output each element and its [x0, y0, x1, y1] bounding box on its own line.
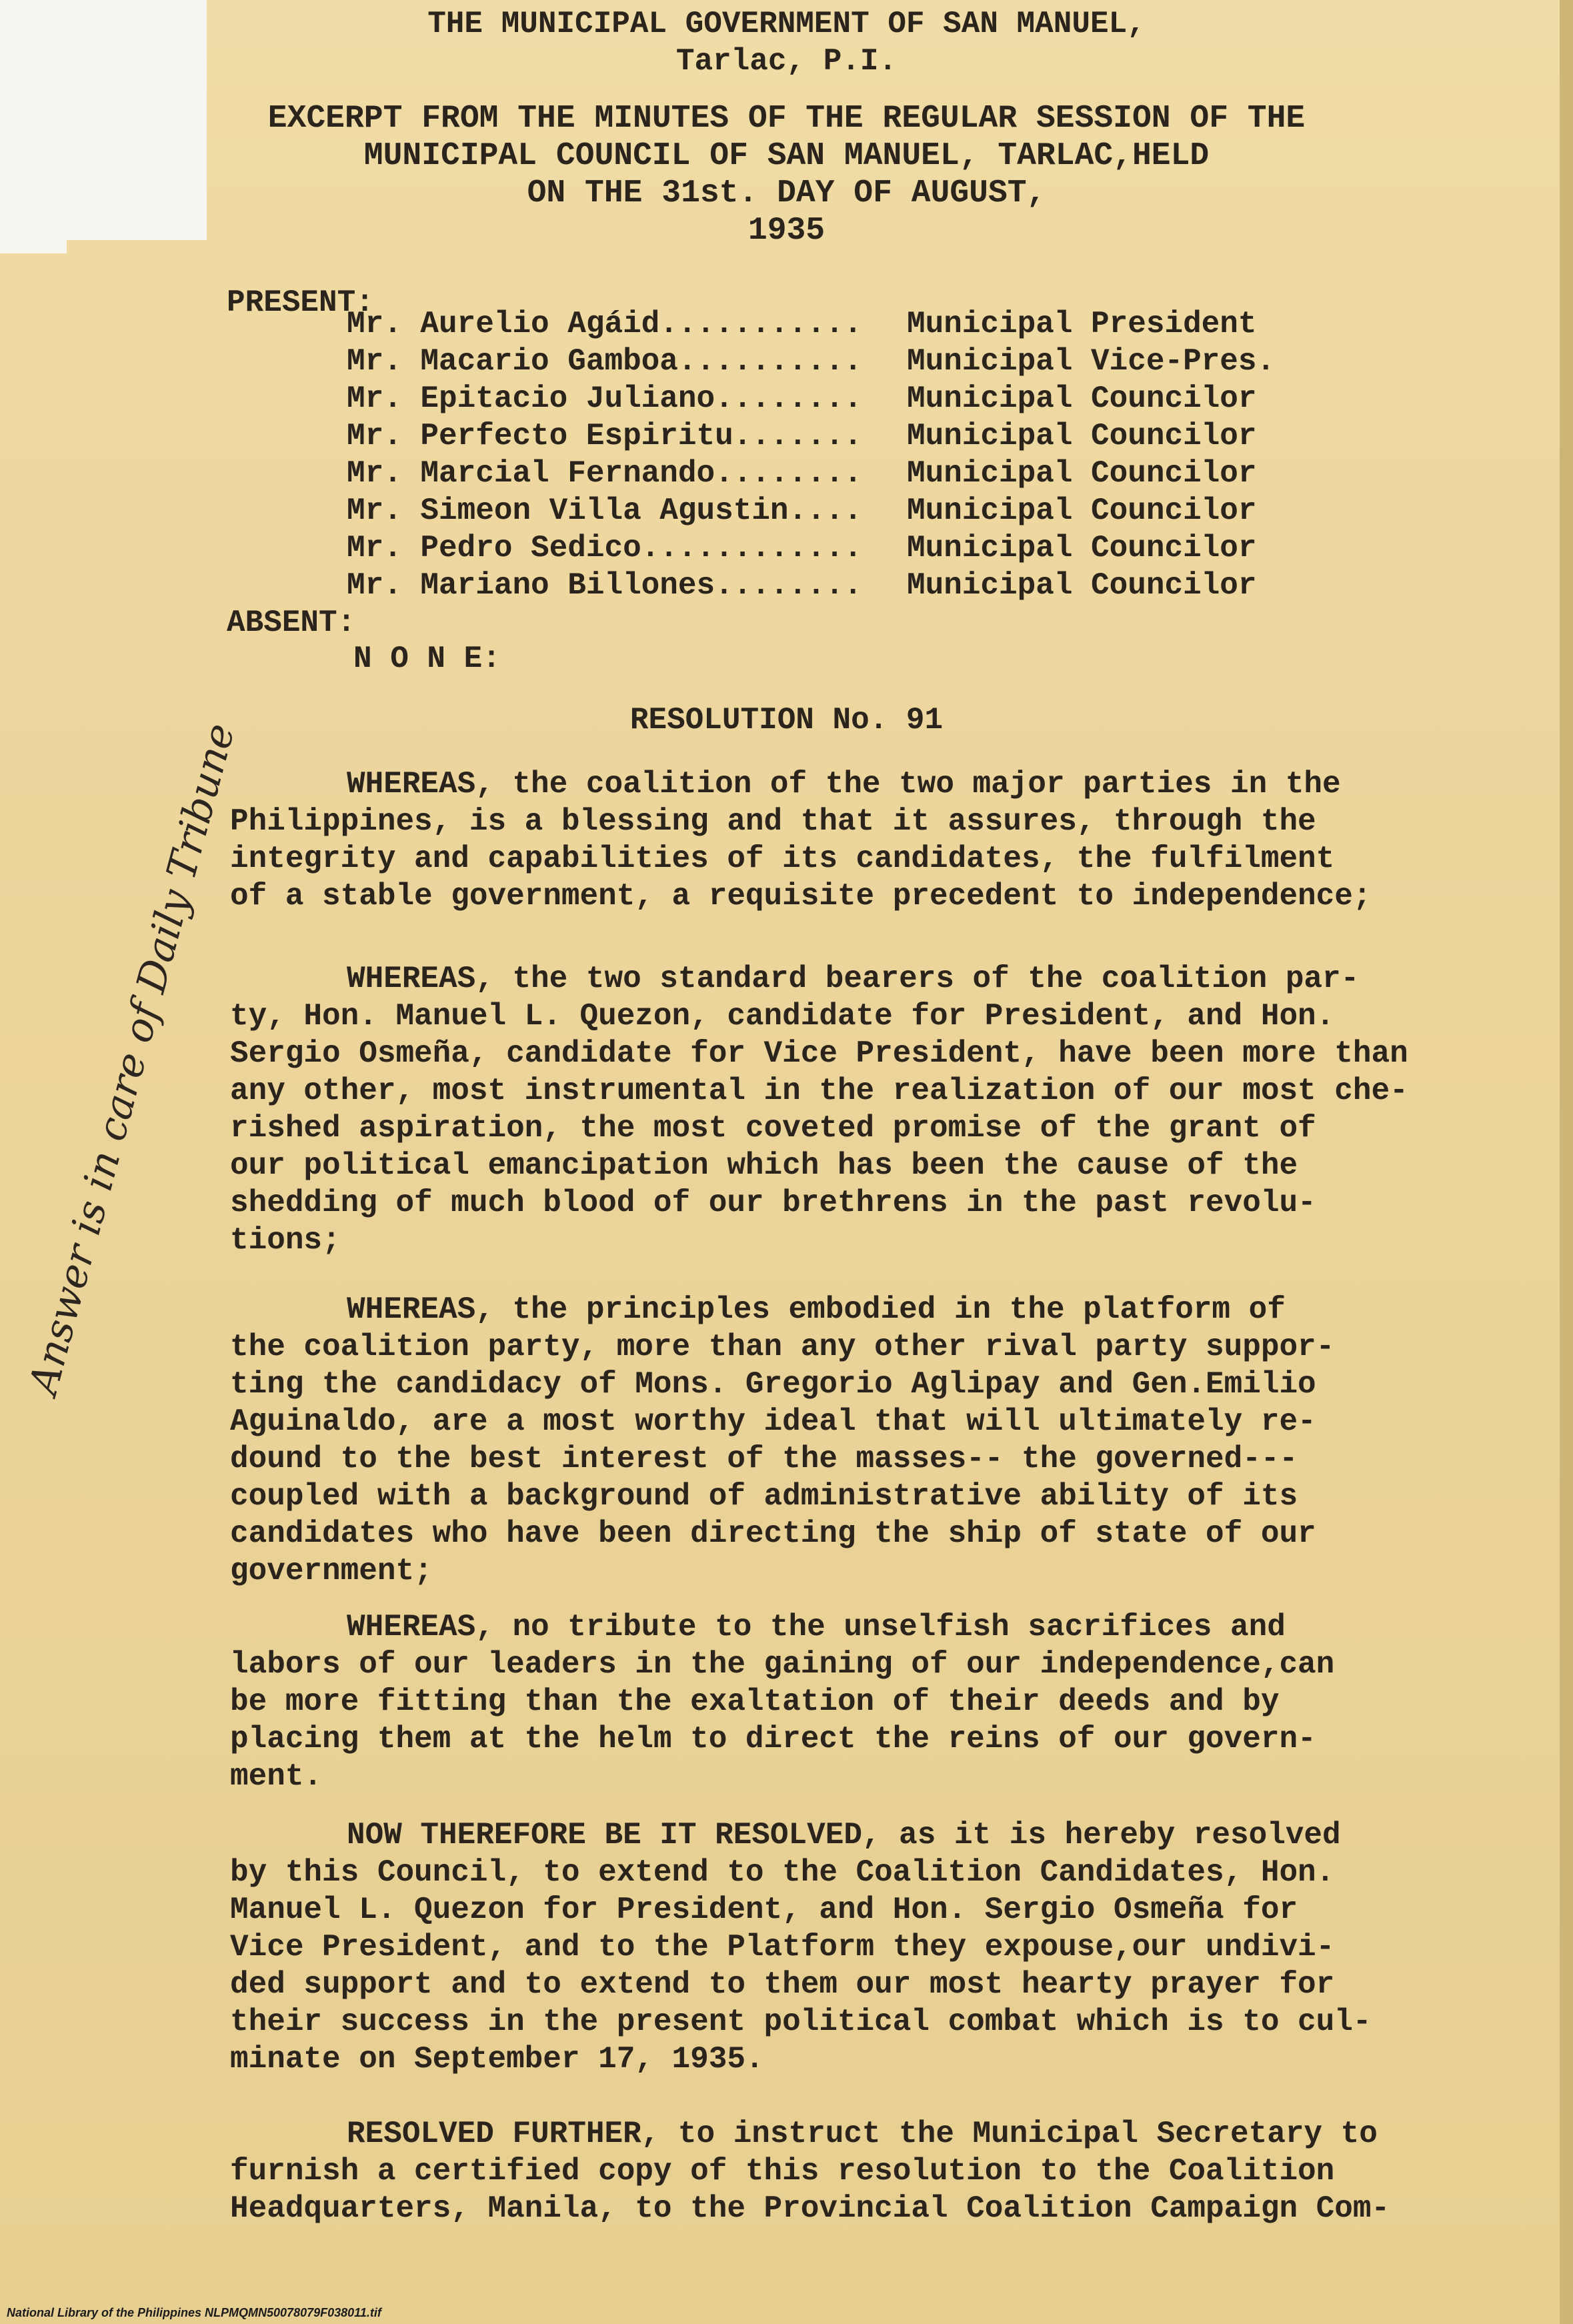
resolution-line: minate on September 17, 1935.: [230, 2042, 764, 2077]
resolution-line: any other, most instrumental in the realization of our most che-: [230, 1074, 1408, 1108]
resolution-line: Headquarters, Manila, to the Provincial Coalition Campaign Com-: [230, 2191, 1390, 2226]
member-name: Mr. Marcial Fernando........: [347, 456, 862, 491]
resolution-line: ty, Hon. Manuel L. Quezon, candidate for President, and Hon.: [230, 999, 1335, 1034]
header-government: THE MUNICIPAL GOVERNMENT OF SAN MANUEL,: [427, 7, 1146, 41]
absent-value: N O N E:: [353, 642, 501, 676]
member-title: Municipal President: [907, 307, 1257, 341]
header-excerpt-line1: EXCERPT FROM THE MINUTES OF THE REGULAR SESSION OF THE: [267, 101, 1306, 137]
handwritten-margin-note: Answer is in care of Daily Tribune: [20, 718, 245, 1400]
resolution-line: by this Council, to extend to the Coalition Candidates, Hon.: [230, 1855, 1335, 1890]
header-excerpt-line2: MUNICIPAL COUNCIL OF SAN MANUEL, TARLAC,HELD: [363, 138, 1210, 174]
member-title: Municipal Councilor: [907, 493, 1257, 528]
member-name: Mr. Epitacio Juliano........: [347, 381, 862, 416]
resolution-line: NOW THEREFORE BE IT RESOLVED, as it is hereby resolved: [347, 1818, 1341, 1853]
resolution-line: Aguinaldo, are a most worthy ideal that will ultimately re-: [230, 1404, 1316, 1439]
member-row: [347, 567, 1257, 604]
resolution-title: RESOLUTION No. 91: [629, 703, 944, 738]
member-name: Mr. Macario Gamboa..........: [347, 344, 862, 379]
resolution-line: government;: [230, 1554, 433, 1588]
resolution-line: WHEREAS, no tribute to the unselfish sacrifices and: [347, 1610, 1286, 1644]
resolution-line: placing them at the helm to direct the reins of our govern-: [230, 1722, 1316, 1757]
resolution-line: ment.: [230, 1759, 323, 1794]
member-title: Municipal Councilor: [907, 568, 1257, 603]
resolution-line: Sergio Osmeña, candidate for Vice President, have been more than: [230, 1036, 1408, 1071]
resolution-line: of a stable government, a requisite precedent to independence;: [230, 879, 1372, 914]
member-row: [347, 455, 1257, 492]
resolution-line: Vice President, and to the Platform they expouse,our undivi-: [230, 1930, 1335, 1965]
resolution-line: Philippines, is a blessing and that it assures, through the: [230, 804, 1316, 839]
member-row: [347, 343, 1275, 380]
member-title: Municipal Vice-Pres.: [907, 344, 1276, 379]
header-province: Tarlac, P.I.: [675, 44, 898, 79]
resolution-line: tions;: [230, 1223, 341, 1258]
member-name: Mr. Aurelio Agáid...........: [347, 307, 862, 341]
member-title: Municipal Councilor: [907, 419, 1257, 453]
member-row: [347, 305, 1257, 343]
header-year: 1935: [747, 213, 826, 249]
resolution-line: dound to the best interest of the masses-- the governed---: [230, 1442, 1298, 1476]
resolution-line: WHEREAS, the principles embodied in the platform of: [347, 1292, 1286, 1327]
resolution-line: ded support and to extend to them our most hearty prayer for: [230, 1967, 1335, 2002]
absent-label: ABSENT:: [227, 606, 356, 640]
resolution-line: candidates who have been directing the ship of state of our: [230, 1516, 1316, 1551]
member-row: [347, 492, 1257, 529]
resolution-line: the coalition party, more than any other rival party suppor-: [230, 1330, 1335, 1364]
member-name: Mr. Pedro Sedico............: [347, 531, 862, 565]
archive-footer: National Library of the Philippines NLPMQMN50078079F038011.tif: [7, 2306, 381, 2319]
member-title: Municipal Councilor: [907, 381, 1257, 416]
resolution-line: WHEREAS, the two standard bearers of the coalition par-: [347, 962, 1360, 996]
resolution-line: WHEREAS, the coalition of the two major parties in the: [347, 767, 1341, 802]
resolution-line: Manuel L. Quezon for President, and Hon. Sergio Osmeña for: [230, 1893, 1298, 1927]
resolution-line: labors of our leaders in the gaining of our independence,can: [230, 1647, 1335, 1682]
resolution-line: our political emancipation which has been the cause of the: [230, 1148, 1298, 1183]
resolution-line: their success in the present political combat which is to cul-: [230, 2005, 1372, 2039]
header-excerpt-line3: ON THE 31st. DAY OF AUGUST,: [527, 175, 1046, 211]
resolution-line: ting the candidacy of Mons. Gregorio Aglipay and Gen.Emilio: [230, 1367, 1316, 1402]
member-name: Mr. Mariano Billones........: [347, 568, 862, 603]
resolution-line: furnish a certified copy of this resolution to the Coalition: [230, 2154, 1335, 2189]
resolution-line: RESOLVED FURTHER, to instruct the Municipal Secretary to: [347, 2117, 1378, 2151]
resolution-line: rished aspiration, the most coveted promise of the grant of: [230, 1111, 1316, 1146]
member-title: Municipal Councilor: [907, 456, 1257, 491]
member-row: [347, 417, 1257, 455]
member-name: Mr. Perfecto Espiritu.......: [347, 419, 862, 453]
member-row: [347, 529, 1257, 567]
member-name: Mr. Simeon Villa Agustin....: [347, 493, 862, 528]
resolution-line: be more fitting than the exaltation of their deeds and by: [230, 1684, 1280, 1719]
member-row: [347, 380, 1257, 417]
present-label: PRESENT:: [227, 285, 374, 320]
resolution-line: coupled with a background of administrative ability of its: [230, 1479, 1298, 1514]
member-title: Municipal Councilor: [907, 531, 1257, 565]
resolution-line: integrity and capabilities of its candidates, the fulfilment: [230, 842, 1335, 876]
resolution-line: shedding of much blood of our brethrens in the past revolu-: [230, 1186, 1316, 1220]
